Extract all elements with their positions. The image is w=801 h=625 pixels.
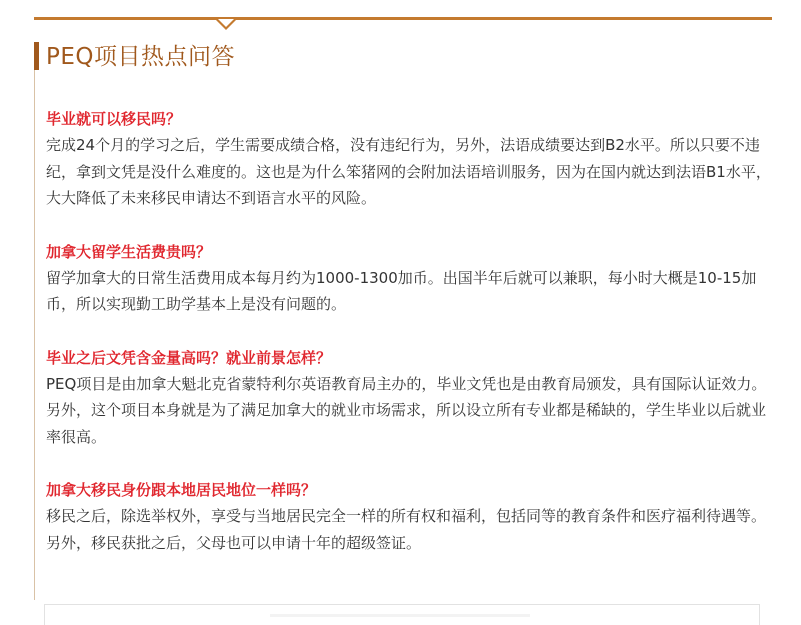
top-divider <box>34 17 772 20</box>
faq-question: 毕业就可以移民吗？ <box>46 110 182 128</box>
divider-notch-inner <box>218 19 234 27</box>
left-border-line <box>34 70 35 600</box>
faq-item <box>46 106 772 212</box>
faq-item <box>46 477 772 556</box>
next-section-hint <box>270 614 530 617</box>
faq-answer: 完成24个月的学习之后，学生需要成绩合格，没有违纪行为，另外，法语成绩要达到B2水平。所以只要不违纪，拿到文凭是没什么难度的。这也是为什么笨猪网的会附加法语培训服务，因为在国内就达到法语B1水平，大大降低了未来移民申请达不到语言水平的风险。 <box>46 136 771 207</box>
faq-item <box>46 345 772 451</box>
faq-question: 毕业之后文凭含金量高吗？就业前景怎样？ <box>46 348 332 367</box>
faq-question: 加拿大移民身份跟本地居民地位一样吗？ <box>46 481 317 499</box>
faq-item <box>46 239 772 318</box>
section-title: PEQ项目热点问答 <box>46 44 236 70</box>
faq-answer: 另外，这个项目本身就是为了满足加拿大的就业市场需求，所以设立所有专业都是稀缺的，学生毕业以后就业率很高。 <box>46 401 767 446</box>
faq-answer: 留学加拿大的日常生活费用成本每月约为1000-1300加币。出国半年后就可以兼职，每小时大概是10-15加币，所以实现勤工助学基本上是没有问题的。 <box>46 268 757 313</box>
faq-answer: 移民之后，除选举权外，享受与当地居民完全一样的所有权和福利，包括同等的教育条件和医疗福利待遇等。另外，移民获批之后，父母也可以申请十年的超级签证。 <box>46 507 767 552</box>
title-accent-bar <box>34 42 39 70</box>
faq-question: 加拿大留学生活费贵吗？ <box>46 242 212 261</box>
faq-answer: PEQ项目是由加拿大魁北克省蒙特利尔英语教育局主办的，毕业文凭也是由教育局颁发，具有国际认证效力。 <box>46 374 767 393</box>
faq-list <box>46 106 772 583</box>
